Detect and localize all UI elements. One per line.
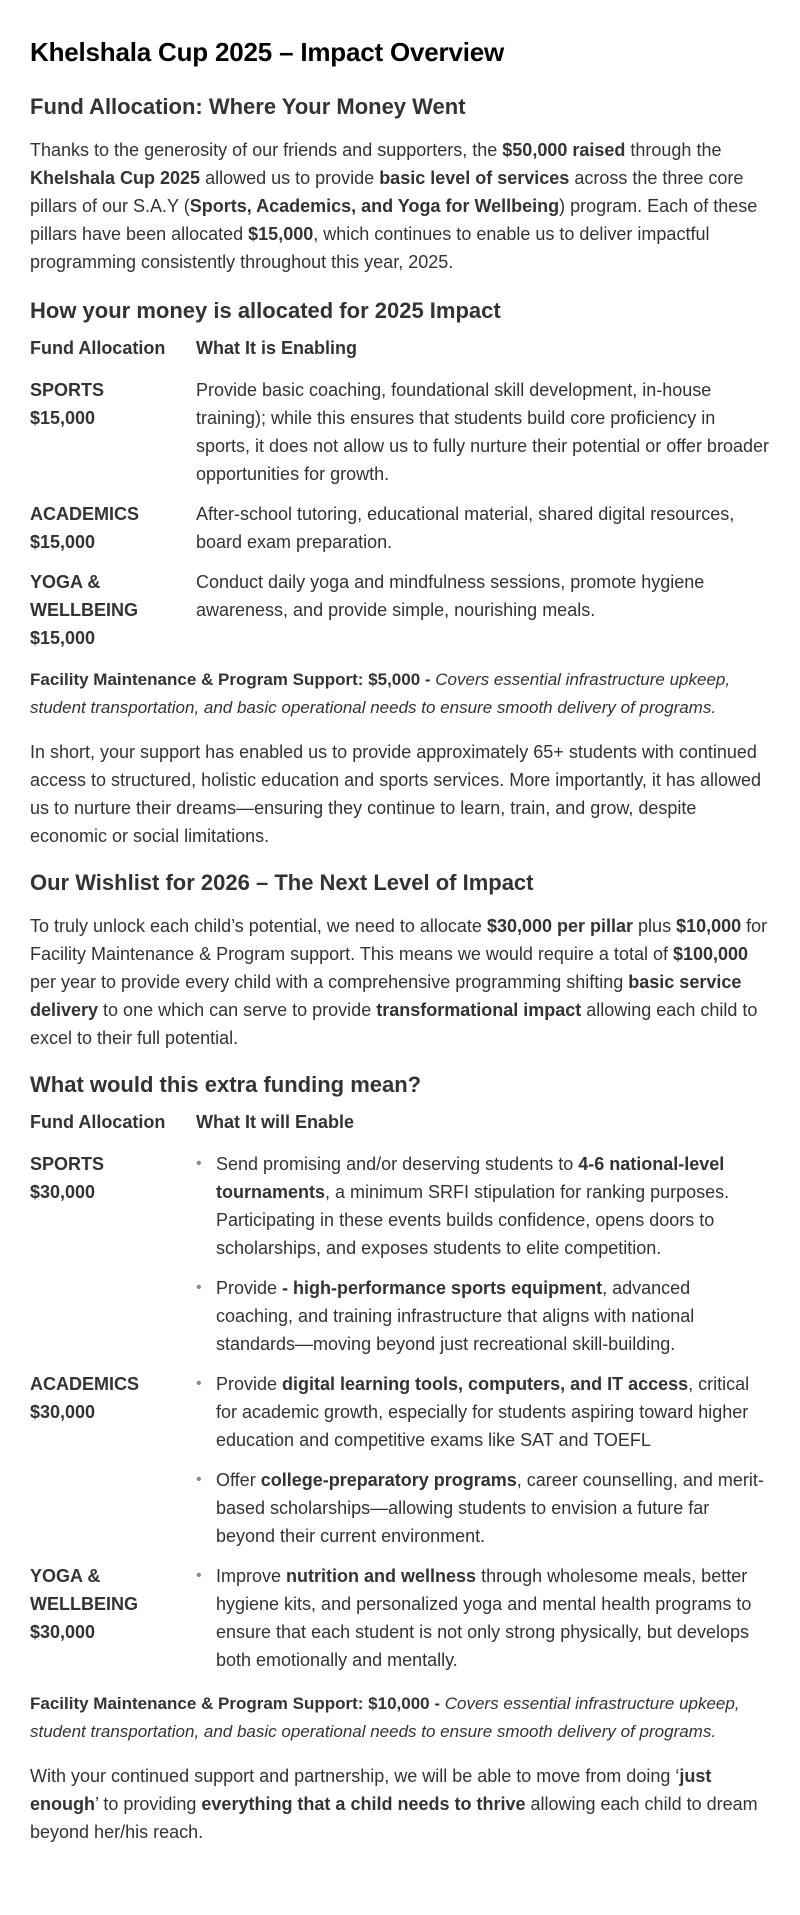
pillar-name: YOGA & bbox=[30, 572, 101, 592]
facility-description: Covers essential infrastructure upkeep, student transportation, and basic operational needs to ensure smooth delivery of programs. bbox=[30, 670, 731, 717]
pillar-name: YOGA & bbox=[30, 1566, 101, 1586]
wishlist-paragraph: To truly unlock each child’s potential, we need to allocate $30,000 per pillar plus $10,000 for Facility Maintenance & Program support. This means we would require a total of $100,000 per year to provide every child with a comprehensive programming shifting basic service delivery to one which can serve to provide transformational impact allowing each child to excel to their full potential. bbox=[30, 916, 768, 1048]
enabling-cell: Provide basic coaching, foundational skill development, in-house training); while this ensures that students build core proficiency in sports, it does not allow us to fully nurture their potential or offer broader opportunities for growth. bbox=[196, 380, 769, 484]
summary-paragraph: In short, your support has enabled us to provide approximately 65+ students with continued access to structured, holistic education and sports services. More importantly, it has allowed us to nurture their dreams—ensuring they continue to learn, train, and grow, despite economic or social limitations. bbox=[30, 742, 761, 846]
intro-paragraph: Thanks to the generosity of our friends and supporters, the $50,000 raised through the Khelshala Cup 2025 allowed us to provide basic level of services across the three core pillars of our S.A.Y (Sports, Academics, and Yoga for Wellbeing) program. Each of these pillars have been allocated $15,000, which continues to enable us to deliver impactful programming consistently throughout this year, 2025. bbox=[30, 140, 758, 272]
pillar-name: ACADEMICS bbox=[30, 504, 140, 524]
table-row bbox=[30, 1370, 770, 1562]
column-header-allocation: Fund Allocation bbox=[30, 1112, 166, 1132]
pillar-amount: $15,000 bbox=[30, 628, 96, 648]
list-item: • Provide - high-performance sports equipment, advanced coaching, and training infrastructure that aligns with national standards—moving beyond just recreational skill-building. bbox=[216, 1274, 770, 1358]
table-header-row bbox=[30, 334, 770, 376]
pillar-name-line2: WELLBEING bbox=[30, 1594, 138, 1614]
table-row bbox=[30, 376, 770, 500]
column-header-allocation: Fund Allocation bbox=[30, 338, 166, 358]
bullet-icon: • bbox=[196, 1567, 202, 1584]
bullet-icon: • bbox=[196, 1155, 202, 1172]
pillar-name: SPORTS bbox=[30, 1154, 105, 1174]
pillar-amount: $15,000 bbox=[30, 408, 96, 428]
facility-description: Covers essential infrastructure upkeep, student transportation, and basic operational needs to ensure smooth delivery of programs. bbox=[30, 1694, 740, 1741]
pillar-cell bbox=[30, 1562, 196, 1686]
pillar-cell bbox=[30, 568, 196, 664]
enabling-cell bbox=[196, 1150, 770, 1370]
enabling-cell: Conduct daily yoga and mindfulness sessions, promote hygiene awareness, and provide simple, nourishing meals. bbox=[196, 572, 705, 620]
pillar-cell bbox=[30, 1370, 196, 1562]
pillar-cell bbox=[30, 500, 196, 568]
heading-fund-allocation: Fund Allocation: Where Your Money Went bbox=[30, 94, 466, 119]
list-item: • Send promising and/or deserving students to 4-6 national-level tournaments, a minimum SRFI stipulation for ranking purposes. Participating in these events builds confidence, opens doors to scholarships, and exposes students to elite competition. bbox=[216, 1150, 770, 1262]
closing-paragraph: With your continued support and partnership, we will be able to move from doing ‘just enough’ to providing everything that a child needs to thrive allowing each child to dream beyond her/his reach. bbox=[30, 1766, 758, 1842]
column-header-enabling: What It is Enabling bbox=[196, 338, 357, 358]
pillar-cell bbox=[30, 1150, 196, 1370]
list-item: • Provide digital learning tools, computers, and IT access, critical for academic growth, especially for students aspiring toward higher education and competitive exams like SAT and TOEFL bbox=[216, 1370, 770, 1454]
table-row bbox=[30, 1562, 770, 1686]
facility-label: Facility Maintenance & Program Support: $5,000 - bbox=[30, 670, 431, 689]
table-row bbox=[30, 1150, 770, 1370]
facility-label: Facility Maintenance & Program Support: $10,000 - bbox=[30, 1694, 441, 1713]
enabling-cell: After-school tutoring, educational material, shared digital resources, board exam preparation. bbox=[196, 504, 735, 552]
bullet-icon: • bbox=[196, 1375, 202, 1392]
facility-support-2026 bbox=[30, 1690, 770, 1746]
allocation-table-2025 bbox=[30, 334, 770, 664]
pillar-cell bbox=[30, 376, 196, 500]
heading-wishlist-2026: Our Wishlist for 2026 – The Next Level of Impact bbox=[30, 870, 534, 895]
list-item: • Offer college-preparatory programs, career counselling, and merit-based scholarships—allowing students to envision a future far beyond their current environment. bbox=[216, 1466, 770, 1550]
page-title: Khelshala Cup 2025 – Impact Overview bbox=[30, 37, 505, 67]
table-header-row bbox=[30, 1108, 770, 1150]
bullet-icon: • bbox=[196, 1471, 202, 1488]
pillar-amount: $30,000 bbox=[30, 1182, 96, 1202]
column-header-enabling: What It will Enable bbox=[196, 1112, 355, 1132]
list-item: • Improve nutrition and wellness through wholesome meals, better hygiene kits, and personalized yoga and mental health programs to ensure that each student is not only strong physically, but develops both emotionally and mentally. bbox=[216, 1562, 770, 1674]
facility-support-2025 bbox=[30, 666, 770, 722]
allocation-table-2026 bbox=[30, 1108, 770, 1686]
bullet-list bbox=[196, 1562, 770, 1674]
heading-2025-allocation: How your money is allocated for 2025 Impact bbox=[30, 298, 501, 323]
table-row bbox=[30, 500, 770, 568]
pillar-name: ACADEMICS bbox=[30, 1374, 140, 1394]
bullet-icon: • bbox=[196, 1279, 202, 1296]
pillar-amount: $15,000 bbox=[30, 532, 96, 552]
enabling-cell bbox=[196, 1562, 770, 1686]
bullet-list bbox=[196, 1370, 770, 1550]
table-row bbox=[30, 568, 770, 664]
pillar-amount: $30,000 bbox=[30, 1402, 96, 1422]
heading-extra-funding: What would this extra funding mean? bbox=[30, 1072, 422, 1097]
bullet-list bbox=[196, 1150, 770, 1358]
pillar-name-line2: WELLBEING bbox=[30, 600, 138, 620]
pillar-name: SPORTS bbox=[30, 380, 105, 400]
enabling-cell bbox=[196, 1370, 770, 1562]
pillar-amount: $30,000 bbox=[30, 1622, 96, 1642]
